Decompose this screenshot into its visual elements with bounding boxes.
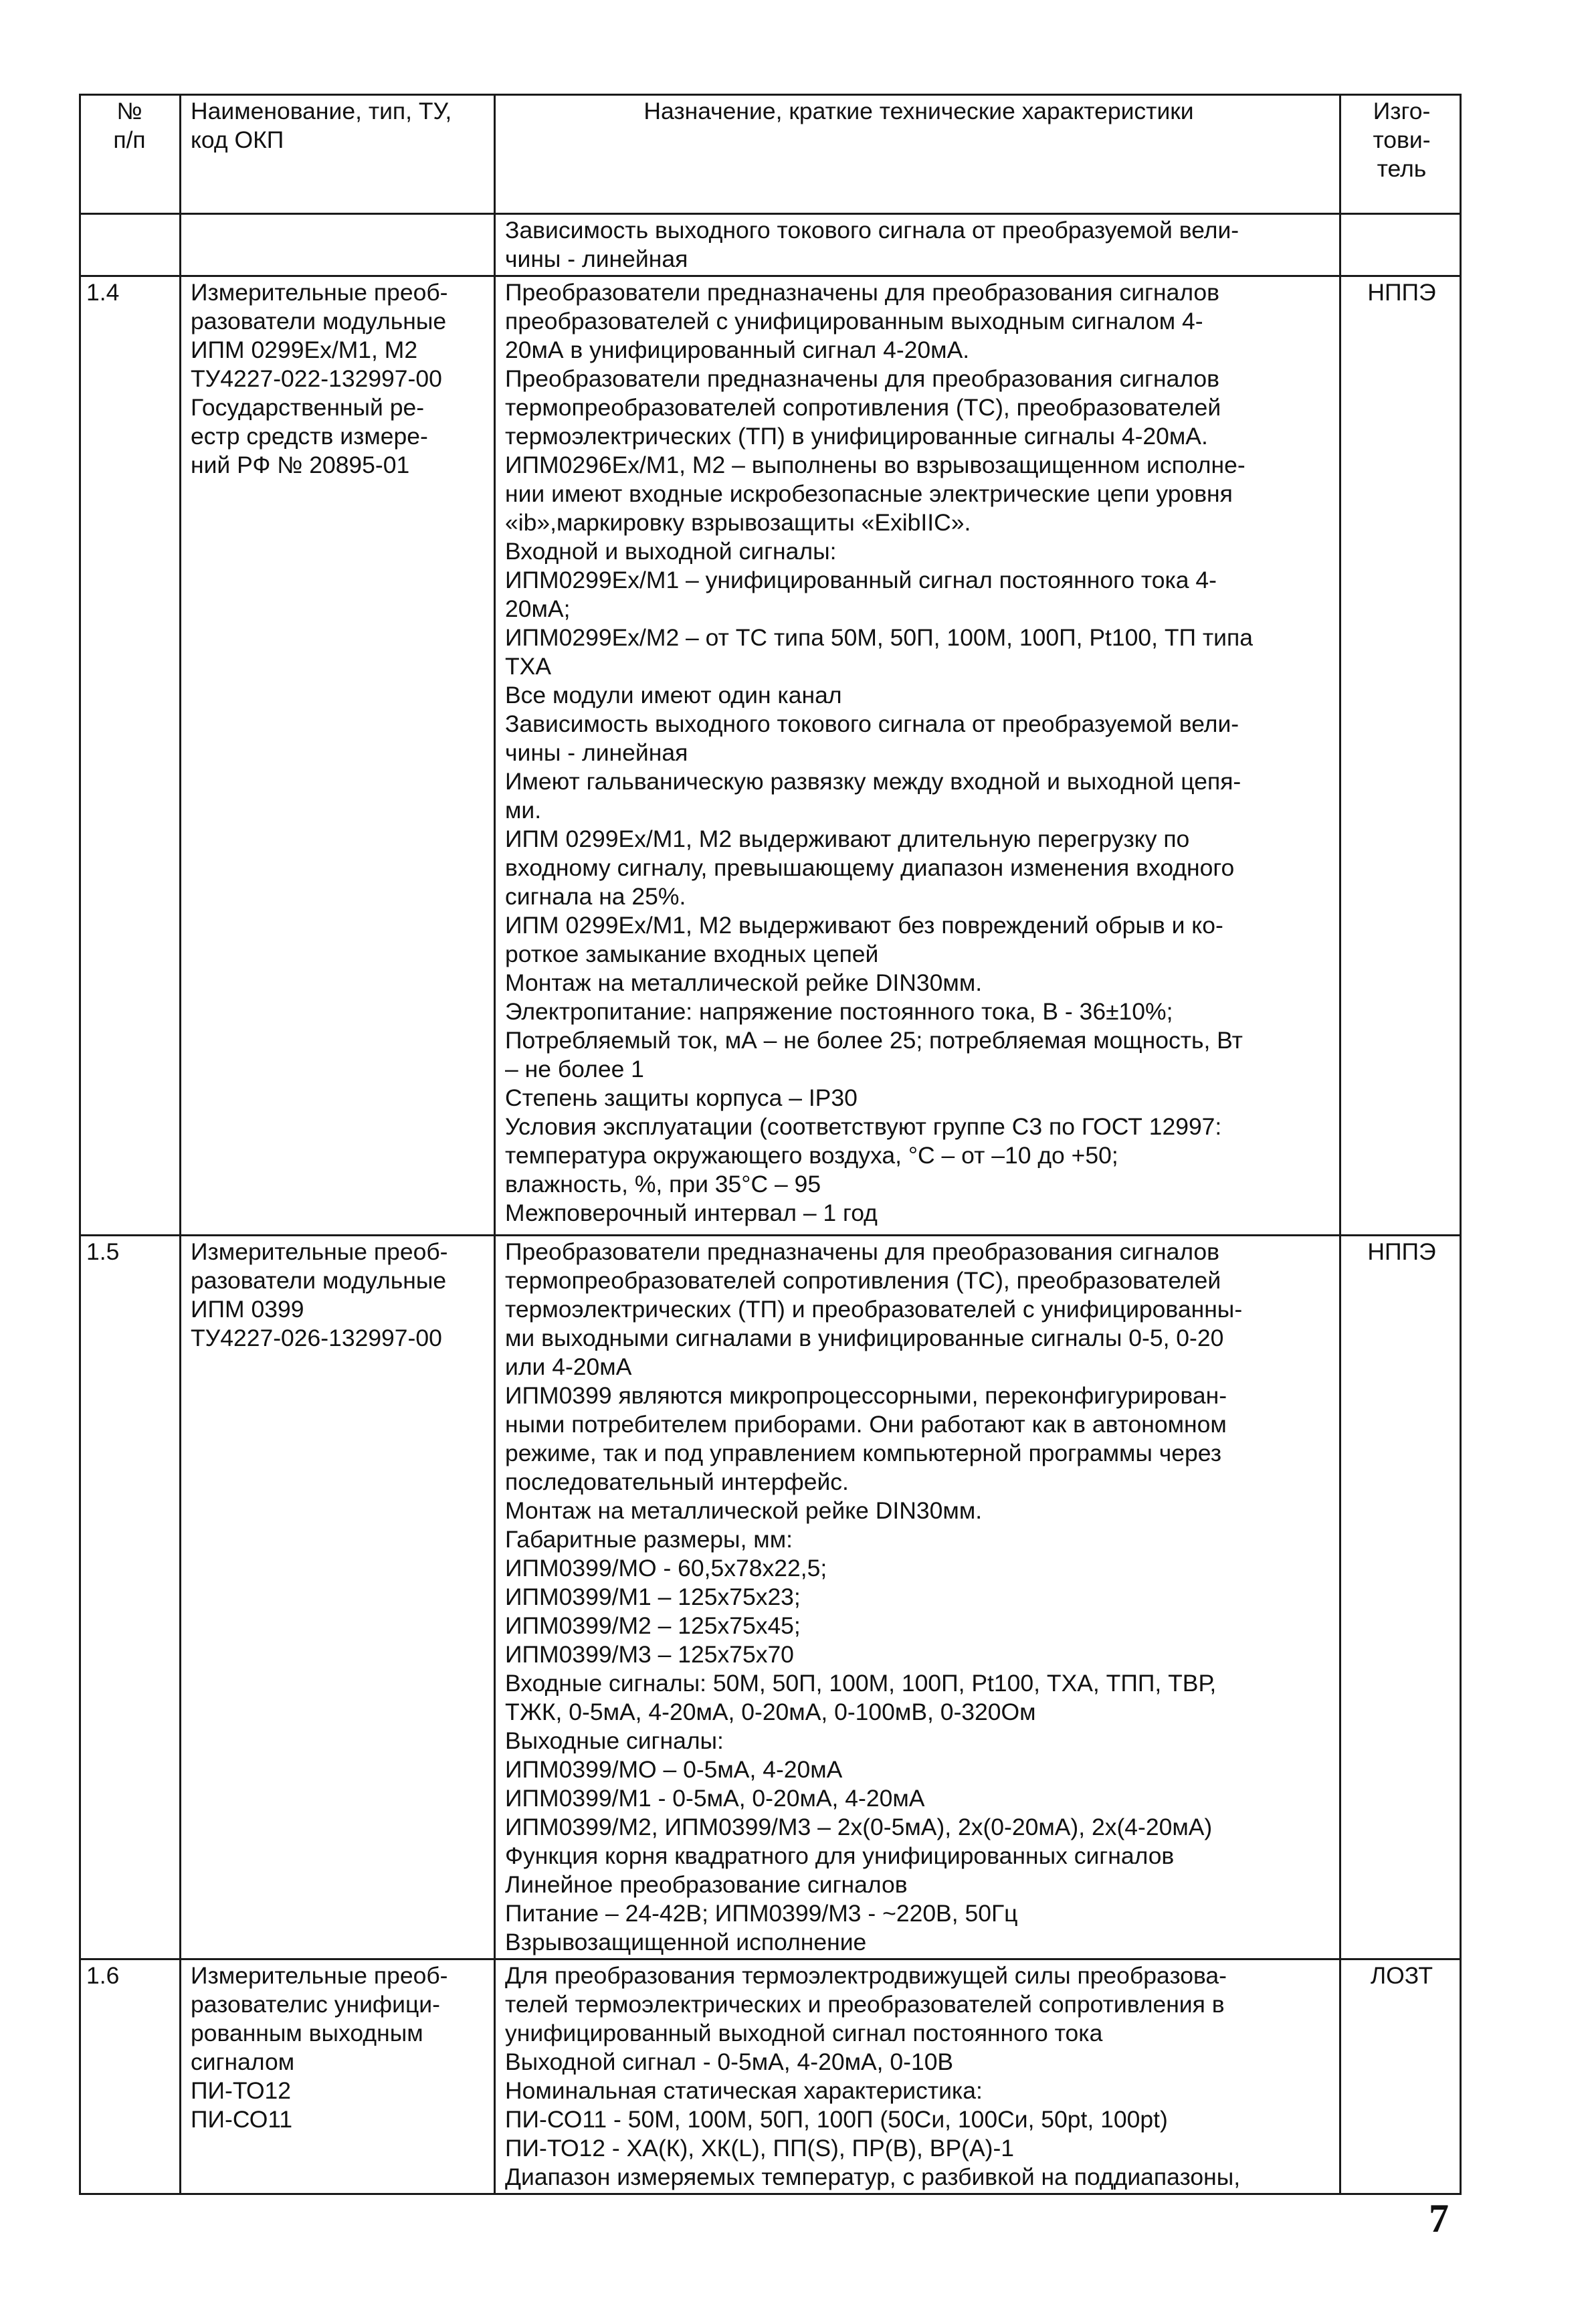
- row-name: Измерительные преоб- разователи модульные ИПМ 0399 ТУ4227-026-132997-00: [181, 1236, 495, 1959]
- page-number: 7: [1429, 2196, 1449, 2240]
- table-header-row: [80, 95, 1461, 214]
- row-manufacturer: ЛОЗТ: [1340, 1959, 1461, 2194]
- header-manufacturer: Изго- тови- тель: [1340, 95, 1461, 214]
- row-number: 1.4: [80, 276, 181, 1236]
- row-number: 1.6: [80, 1959, 181, 2194]
- row-name: Измерительные преоб- разователис унифици- рованным выходным сигналом ПИ-ТО12 ПИ-СО11: [181, 1959, 495, 2194]
- continuation-description: Зависимость выходного токового сигнала от преобразуемой вели- чины - линейная: [495, 214, 1340, 276]
- table-row: [80, 276, 1461, 1236]
- table-row: [80, 1959, 1461, 2194]
- row-description: Для преобразования термоэлектродвижущей силы преобразова- телей термоэлектрических и преобразователей сопротивления в унифицированный выходной сигнал постоянного тока Выходной сигнал - 0-5мА, 4-20мА, 0-10В Номинальная статическая характеристика: ПИ-СО11 - 50М, 100М, 50П, 100П (50Си, 100Си, 50pt, 100pt) ПИ-ТО12 - ХА(К), ХК(L), ПП(S), ПР(В), ВР(А)-1 Диапазон измеряемых температур, с разбивкой на поддиапазоны,: [495, 1959, 1340, 2194]
- table-row: [80, 1236, 1461, 1959]
- row-description: Преобразователи предназначены для преобразования сигналов термопреобразователей сопротивления (ТС), преобразователей термоэлектрических (ТП) и преобразователей с унифицированны- ми выходными сигналами в унифицированные сигналы 0-5, 0-20 или 4-20мА ИПМ0399 являются микропроцессорными, переконфигурирован- ными потребителем приборами. Они работают как в автономном режиме, так и под управлением компьютерной программы через последовательный интерфейс. Монтаж на металлической рейке DIN30мм. Габаритные размеры, мм: ИПМ0399/МО - 60,5x78x22,5; ИПМ0399/М1 – 125x75x23; ИПМ0399/М2 – 125x75x45; ИПМ0399/М3 – 125x75x70 Входные сигналы: 50М, 50П, 100М, 100П, Pt100, ТХА, ТПП, ТВР, ТЖК, 0-5мА, 4-20мА, 0-20мА, 0-100мВ, 0-320Ом Выходные сигналы: ИПМ0399/МО – 0-5мА, 4-20мА ИПМ0399/М1 - 0-5мА, 0-20мА, 4-20мА ИПМ0399/М2, ИПМ0399/М3 – 2x(0-5мА), 2x(0-20мА), 2x(4-20мА) Функция корня квадратного для унифицированных сигналов Линейное преобразование сигналов Питание – 24-42В; ИПМ0399/М3 - ~220В, 50Гц Взрывозащищенной исполнение: [495, 1236, 1340, 1959]
- continuation-row: [80, 214, 1461, 276]
- row-manufacturer: НППЭ: [1340, 1236, 1461, 1959]
- continuation-number: [80, 214, 181, 276]
- specifications-table: [79, 94, 1462, 2195]
- row-manufacturer: НППЭ: [1340, 276, 1461, 1236]
- continuation-name: [181, 214, 495, 276]
- header-number: № п/п: [80, 95, 181, 214]
- row-description: Преобразователи предназначены для преобразования сигналов преобразователей с унифицированным выходным сигналом 4- 20мА в унифицированный сигнал 4-20мА. Преобразователи предназначены для преобразования сигналов термопреобразователей сопротивления (ТС), преобразователей термоэлектрических (ТП) в унифицированные сигналы 4-20мА. ИПМ0296Ex/M1, M2 – выполнены во взрывозащищенном исполне- нии имеют входные искробезопасные электрические цепи уровня «ib»,маркировку взрывозащиты «ExibIIC». Входной и выходной сигналы: ИПМ0299Ex/M1 – унифицированный сигнал постоянного тока 4- 20мА; ИПМ0299Ex/M2 – от ТС типа 50М, 50П, 100М, 100П, Pt100, ТП типа ТХА Все модули имеют один канал Зависимость выходного токового сигнала от преобразуемой вели- чины - линейная Имеют гальваническую развязку между входной и выходной цепя- ми. ИПМ 0299Ex/M1, M2 выдерживают длительную перегрузку по входному сигналу, превышающему диапазон изменения входного сигнала на 25%. ИПМ 0299Ex/M1, M2 выдерживают без повреждений обрыв и ко- роткое замыкание входных цепей Монтаж на металлической рейке DIN30мм. Электропитание: напряжение постоянного тока, В - 36±10%; Потребляемый ток, мА – не более 25; потребляемая мощность, Вт – не более 1 Степень защиты корпуса – IP30 Условия эксплуатации (соответствуют группе С3 по ГОСТ 12997: температура окружающего воздуха, °С – от –10 до +50; влажность, %, при 35°С – 95 Межповерочный интервал – 1 год: [495, 276, 1340, 1236]
- header-name: Наименование, тип, ТУ, код ОКП: [181, 95, 495, 214]
- header-description: Назначение, краткие технические характеристики: [495, 95, 1340, 214]
- row-number: 1.5: [80, 1236, 181, 1959]
- continuation-manufacturer: [1340, 214, 1461, 276]
- row-name: Измерительные преоб- разователи модульные ИПМ 0299Ex/M1, M2 ТУ4227-022-132997-00 Государственный ре- естр средств измере- ний РФ № 20895-01: [181, 276, 495, 1236]
